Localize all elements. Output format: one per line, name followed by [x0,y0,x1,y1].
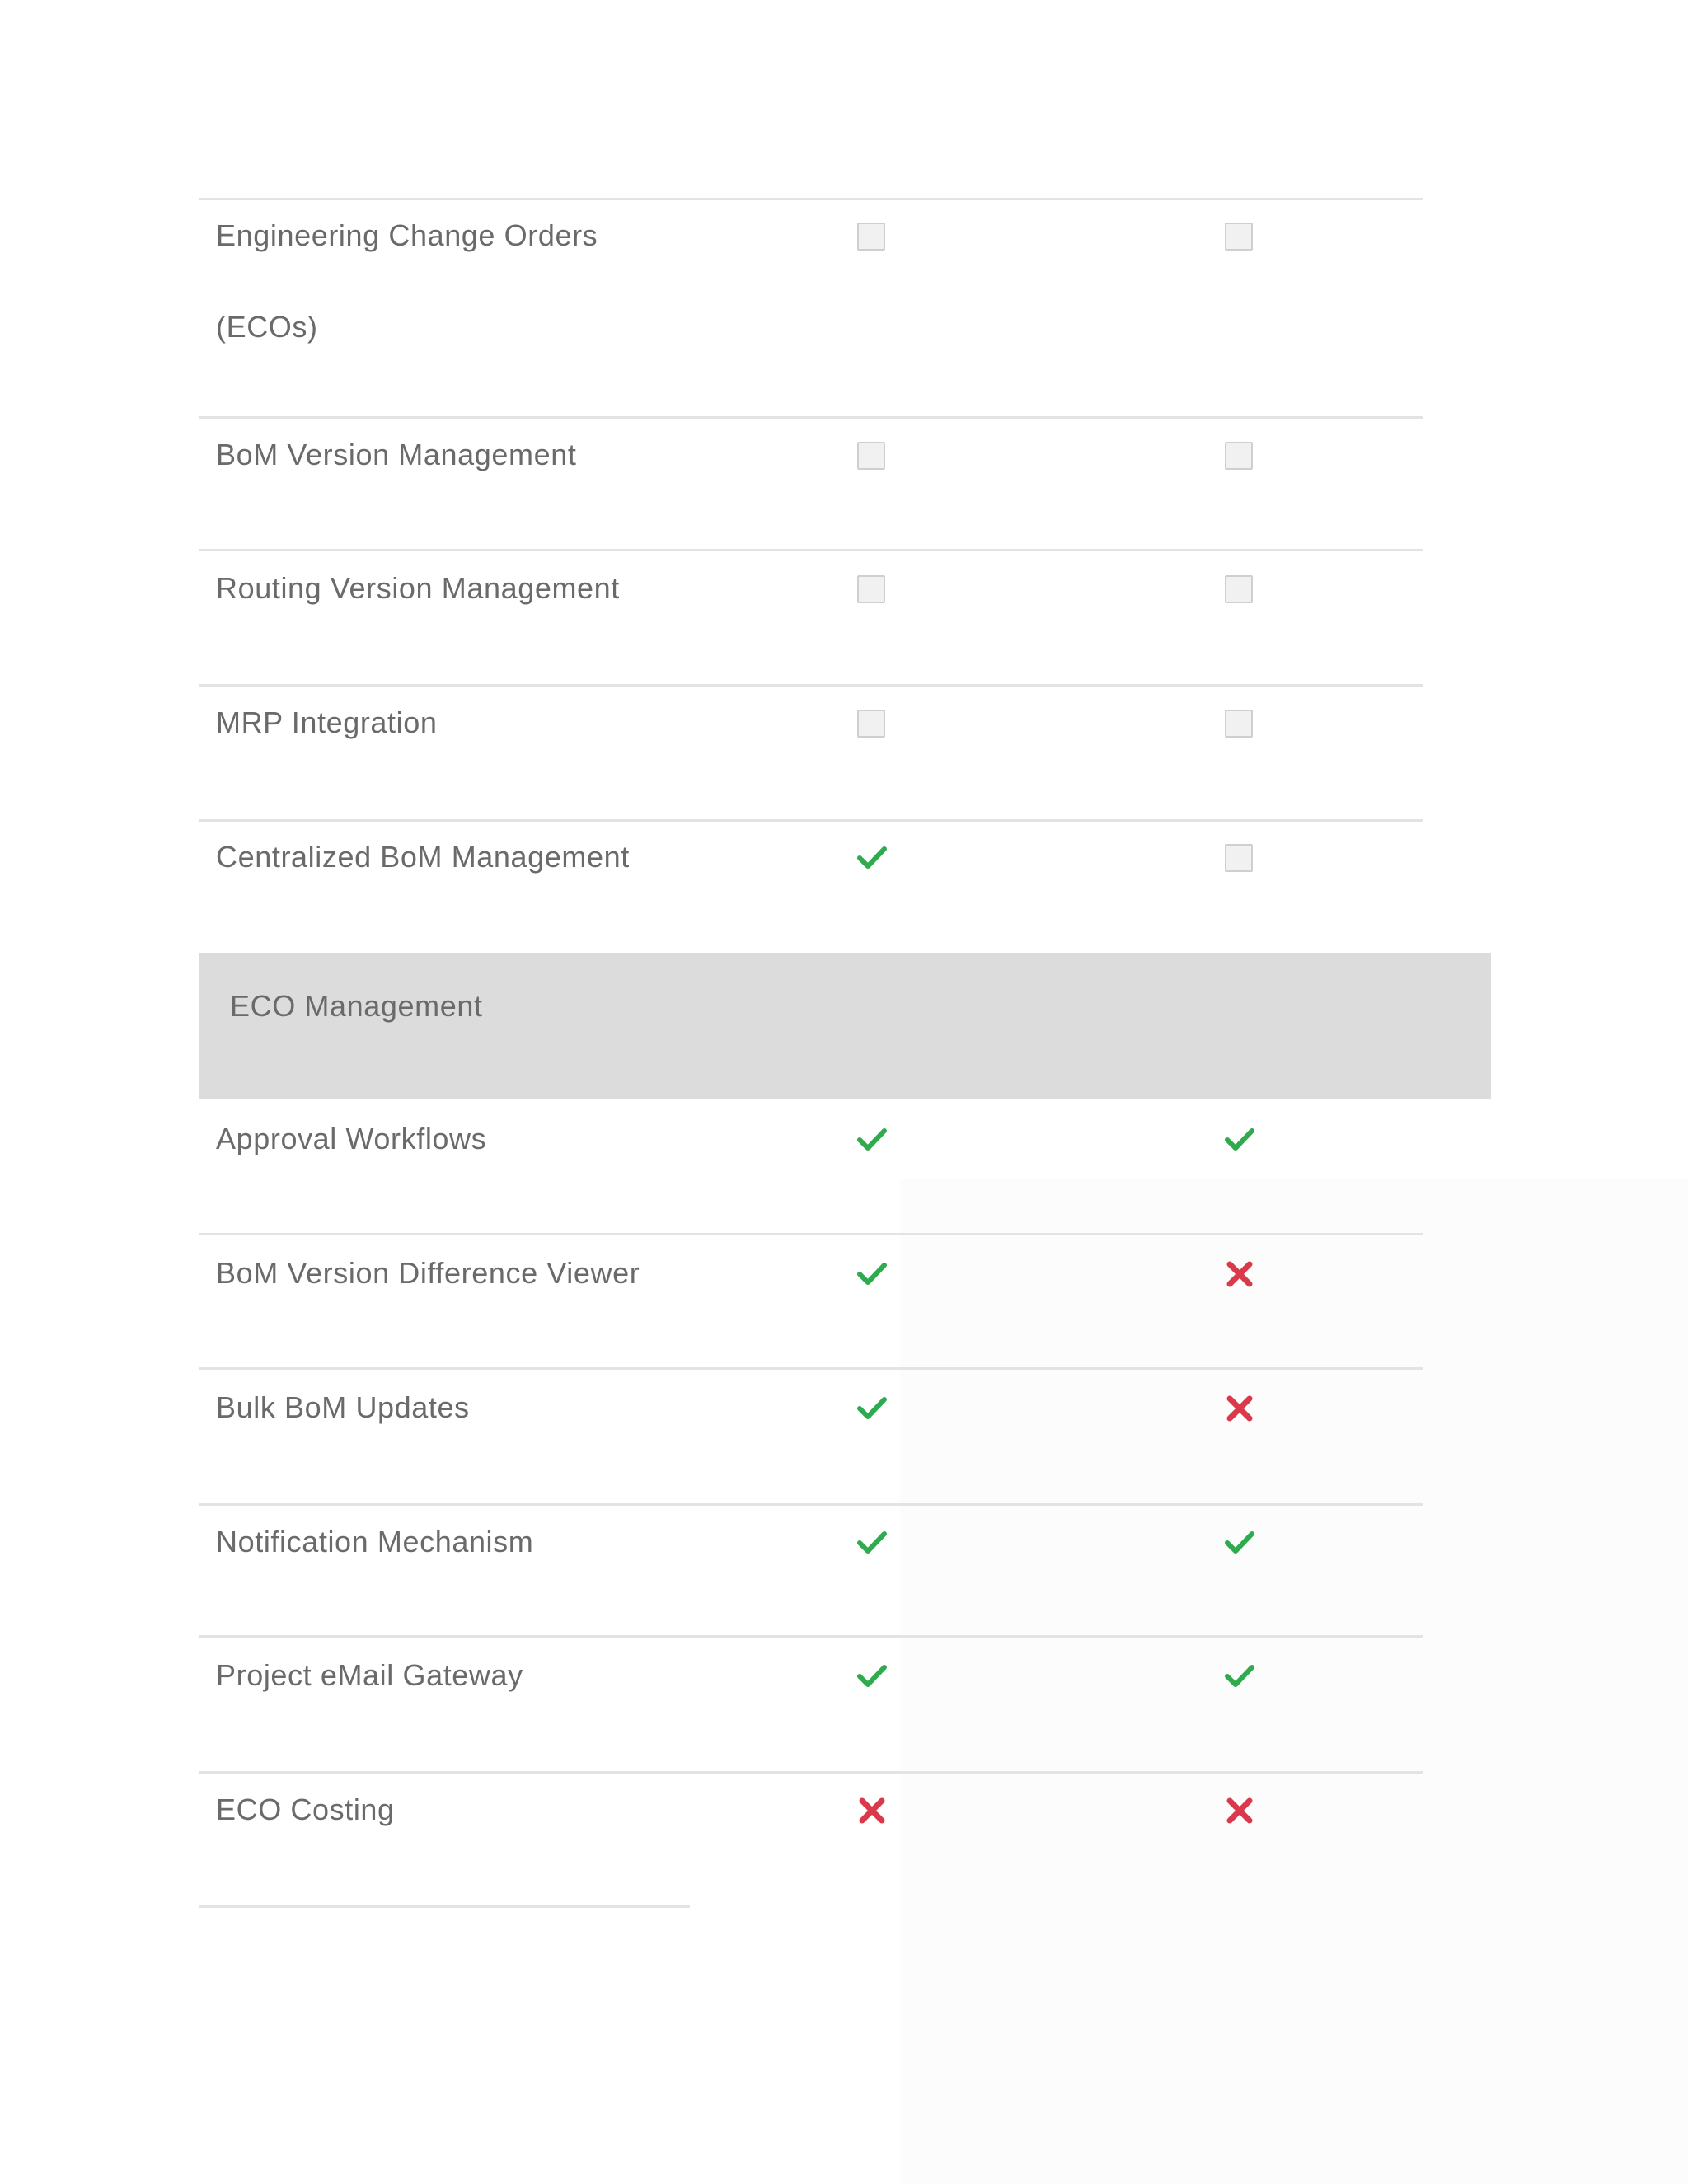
check-icon [856,1526,889,1558]
check-icon [1223,1659,1256,1692]
cross-icon [1223,1794,1256,1827]
row-label: Project eMail Gateway [216,1658,523,1692]
empty-checkbox-icon [857,223,885,251]
row-label: ECO Costing [216,1793,395,1826]
row-label-continuation: (ECOs) [216,310,318,344]
check-icon [856,1122,889,1155]
row-divider [199,416,1423,419]
cross-icon [1223,1258,1256,1291]
row-label: BoM Version Management [216,438,577,471]
check-icon [1223,1122,1256,1155]
check-icon [856,1257,889,1290]
cross-icon [856,1794,889,1827]
empty-checkbox-icon [1225,442,1253,470]
empty-checkbox-icon [857,575,885,603]
empty-checkbox-icon [1225,710,1253,738]
empty-checkbox-icon [1225,575,1253,603]
row-label: Routing Version Management [216,571,620,605]
row-label: BoM Version Difference Viewer [216,1256,640,1290]
row-label: Centralized BoM Management [216,840,630,874]
section-header [199,953,1491,1099]
empty-checkbox-icon [1225,223,1253,251]
row-divider [199,1905,690,1908]
cross-icon [1223,1392,1256,1425]
row-divider [199,1635,1423,1638]
row-divider [199,684,1423,687]
row-divider [199,1503,1423,1506]
row-divider [199,1233,1423,1235]
check-icon [856,841,889,874]
section-title: ECO Management [230,989,483,1023]
empty-checkbox-icon [857,710,885,738]
row-divider [199,1771,1423,1774]
row-divider [199,549,1423,551]
empty-checkbox-icon [1225,844,1253,872]
row-label: Engineering Change Orders [216,218,598,252]
check-icon [1223,1526,1256,1558]
row-label: MRP Integration [216,705,438,739]
check-icon [856,1391,889,1424]
row-divider [199,1367,1423,1370]
empty-checkbox-icon [857,442,885,470]
row-divider [199,198,1423,200]
row-divider [199,819,1423,822]
row-label: Notification Mechanism [216,1525,534,1558]
check-icon [856,1659,889,1692]
row-label: Bulk BoM Updates [216,1390,470,1424]
row-label: Approval Workflows [216,1122,487,1155]
